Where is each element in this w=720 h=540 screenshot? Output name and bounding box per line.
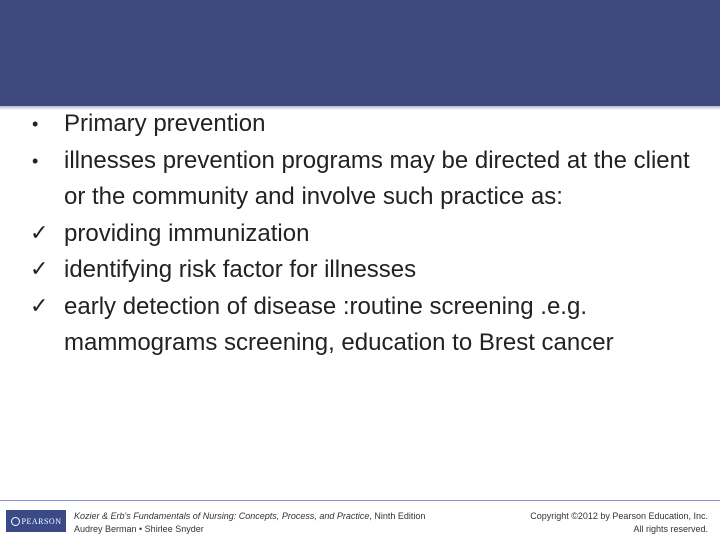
bullet-item — [30, 143, 700, 216]
header-band — [0, 0, 720, 106]
footer-book-line — [74, 510, 425, 523]
bullet-text: illnesses prevention programs may be directed at the client or the community and involve such practice as: — [64, 146, 690, 210]
rights-text: All rights reserved. — [633, 524, 708, 534]
pearson-logo-icon — [11, 517, 20, 526]
bullet-item — [30, 252, 700, 289]
footer-copyright — [530, 510, 708, 536]
checkmark-icon: ✓ — [30, 293, 49, 319]
pearson-logo-text: PEARSON — [21, 516, 62, 526]
bullet-text: early detection of disease :routine screening .e.g. mammograms screening, education to Brest cancer — [64, 292, 614, 356]
bullet-text: providing immunization — [64, 219, 310, 247]
bullet-text: identifying risk factor for illnesses — [64, 256, 417, 283]
footer-divider — [0, 500, 720, 501]
bullet-item — [30, 106, 700, 143]
bullet-item — [30, 289, 700, 362]
checkmark-icon: ✓ — [30, 220, 49, 246]
footer-citation — [74, 510, 425, 536]
copyright-text: Copyright ©2012 by Pearson Education, Inc. — [530, 511, 708, 521]
bullet-item — [30, 216, 700, 253]
slide-content — [30, 106, 700, 362]
footer-edition: , Ninth Edition — [369, 511, 426, 521]
bullet-text: Primary prevention — [64, 110, 266, 137]
bullet-dot-icon: • — [32, 114, 39, 134]
bullet-dot-icon: • — [32, 150, 39, 171]
footer-authors: Audrey Berman • Shirlee Snyder — [74, 524, 204, 534]
footer-book-title: Kozier & Erb's Fundamentals of Nursing: Concepts, Process, and Practice — [74, 511, 370, 521]
checkmark-icon: ✓ — [30, 257, 49, 282]
pearson-logo — [6, 510, 66, 532]
